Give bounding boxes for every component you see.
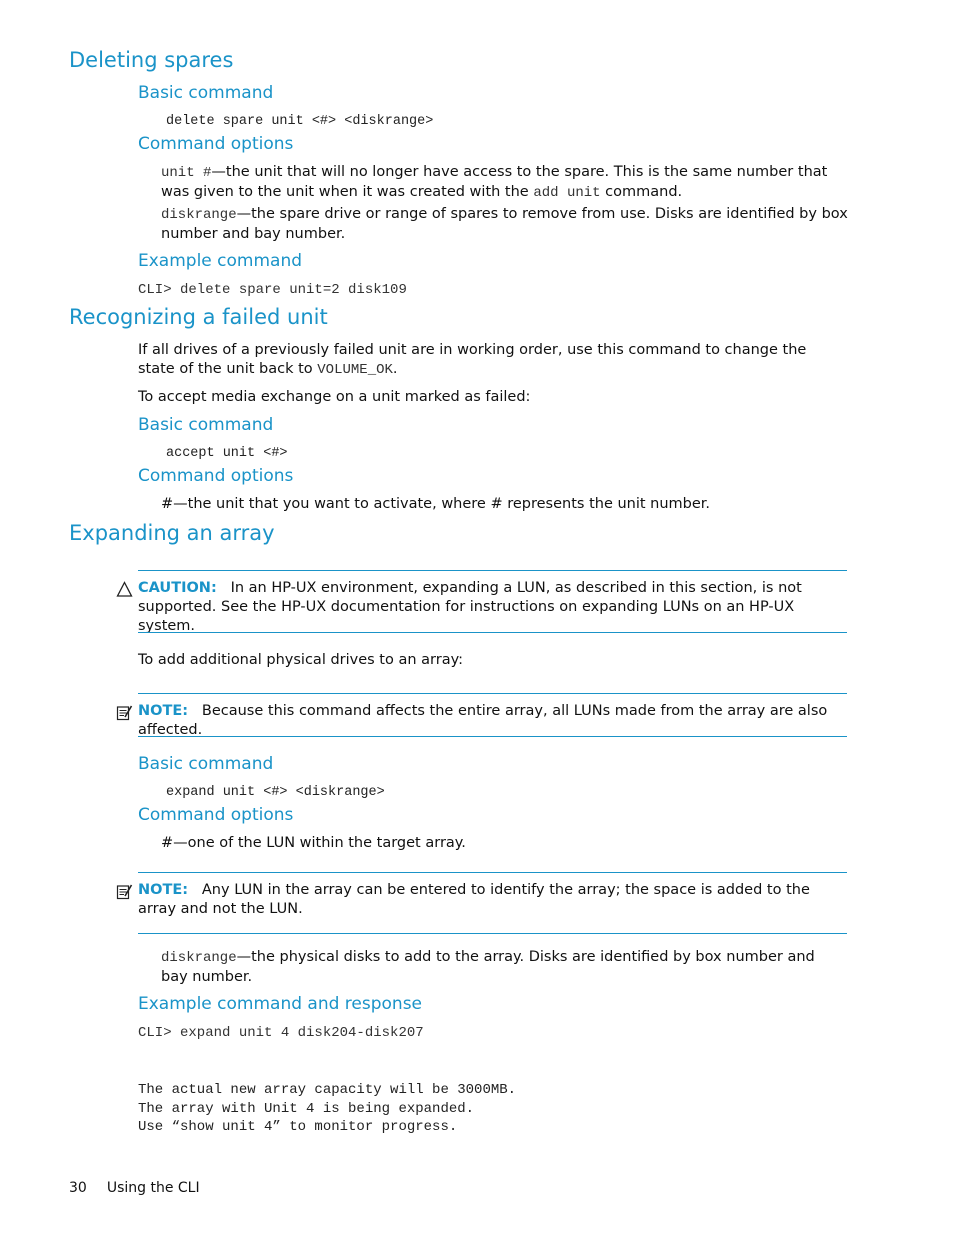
response-line: The actual new array capacity will be 3000MB. xyxy=(138,1082,517,1098)
basic-command-code: delete spare unit <#> <diskrange> xyxy=(166,114,434,129)
response-line: The array with Unit 4 is being expanded. xyxy=(138,1100,475,1117)
heading-command-options: Command options xyxy=(138,805,294,825)
divider xyxy=(138,736,847,737)
note-label: NOTE: xyxy=(138,703,189,719)
option-text: —the physical disks to add to the array. Disks are identified by box number and bay number. xyxy=(161,949,815,985)
paragraph-failed-unit xyxy=(138,341,838,380)
divider xyxy=(138,872,847,873)
heading-command-options: Command options xyxy=(138,134,294,154)
section-title-recognizing-failed-unit: Recognizing a failed unit xyxy=(69,305,328,329)
basic-command-code: expand unit <#> <diskrange> xyxy=(166,785,385,800)
paragraph-code: VOLUME_OK xyxy=(317,362,393,378)
page-footer xyxy=(69,1180,200,1196)
section-title-deleting-spares: Deleting spares xyxy=(69,48,234,72)
option-diskrange xyxy=(161,948,831,987)
option-code: diskrange xyxy=(161,207,237,223)
option-unit xyxy=(161,163,849,203)
heading-command-options: Command options xyxy=(138,466,294,486)
option-text: —the unit that will no longer have access to the spare. This is the same number that was given to the unit when it was created with the xyxy=(161,164,828,200)
divider xyxy=(138,632,847,633)
note-box xyxy=(138,702,838,740)
option-text: —the spare drive or range of spares to remove from use. Disks are identified by box number and bay number. xyxy=(161,206,848,242)
heading-example-command: Example command xyxy=(138,251,303,271)
note-icon xyxy=(116,704,133,721)
option-unit-number: #—the unit that you want to activate, where # represents the unit number. xyxy=(161,496,711,512)
option-code-inline: add unit xyxy=(533,185,601,201)
paragraph-add-drives: To add additional physical drives to an array: xyxy=(138,652,464,668)
paragraph-accept-media: To accept media exchange on a unit marked as failed: xyxy=(138,389,531,405)
caution-text: In an HP-UX environment, expanding a LUN, as described in this section, is not supported. See the HP-UX documentation for instructions on expanding LUNs on an HP-UX system. xyxy=(138,580,802,634)
heading-basic-command: Basic command xyxy=(138,754,274,774)
chapter-title: Using the CLI xyxy=(106,1180,200,1196)
warning-triangle-icon xyxy=(116,581,133,598)
heading-basic-command: Basic command xyxy=(138,415,274,435)
caution-label: CAUTION: xyxy=(138,580,217,596)
note-text: Because this command affects the entire array, all LUNs made from the array are also affected. xyxy=(138,703,828,738)
option-text-end: command. xyxy=(600,184,683,200)
option-code: diskrange xyxy=(161,950,237,966)
note-text: Any LUN in the array can be entered to identify the array; the space is added to the array and not the LUN. xyxy=(138,882,810,917)
heading-basic-command: Basic command xyxy=(138,83,274,103)
paragraph-text-end: . xyxy=(392,361,398,377)
caution-box xyxy=(138,579,838,636)
divider xyxy=(138,693,847,694)
option-diskrange xyxy=(161,205,849,244)
option-lun: #—one of the LUN within the target array. xyxy=(161,835,466,851)
heading-example-command-response: Example command and response xyxy=(138,994,423,1014)
option-code: unit # xyxy=(161,165,212,181)
note-icon xyxy=(116,883,133,900)
note-label: NOTE: xyxy=(138,882,189,898)
response-line: Use “show unit 4” to monitor progress. xyxy=(138,1119,458,1135)
example-command-code: CLI> expand unit 4 disk204-disk207 xyxy=(138,1025,424,1041)
page-number: 30 xyxy=(69,1180,87,1196)
example-command-code: CLI> delete spare unit=2 disk109 xyxy=(138,282,407,298)
section-title-expanding-array: Expanding an array xyxy=(69,521,275,545)
example-response xyxy=(138,1081,516,1137)
basic-command-code: accept unit <#> xyxy=(166,446,288,461)
divider xyxy=(138,933,847,934)
divider xyxy=(138,570,847,571)
paragraph-text: If all drives of a previously failed unit are in working order, use this command to change the state of the unit back to xyxy=(138,342,807,377)
note-box xyxy=(138,881,847,919)
